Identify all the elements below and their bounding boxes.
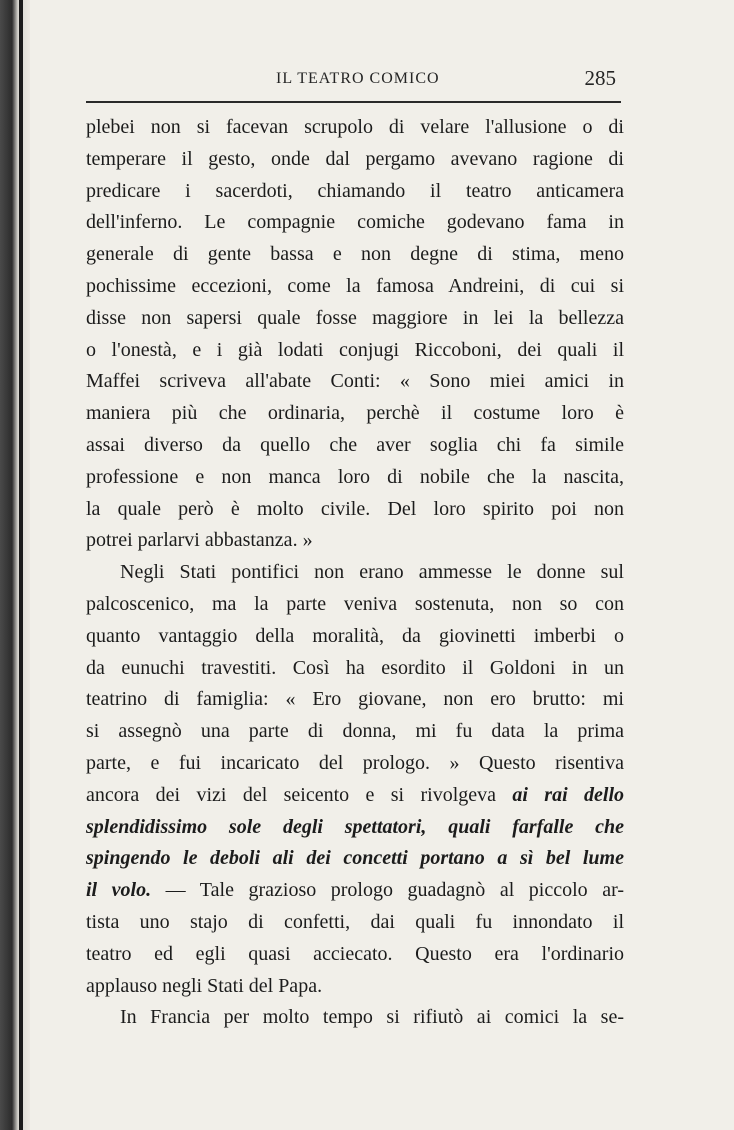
body-text — [86, 112, 624, 1034]
text-line: potrei parlarvi abbastanza. » — [86, 529, 313, 552]
text-line: teatrino di famiglia: « Ero giovane, non ero brutto: mi — [86, 688, 624, 711]
text-line: da eunuchi travestiti. Così ha esordito il Goldoni in un — [86, 656, 624, 679]
paragraph-start-line: Negli Stati pontifici non erano ammesse le donne sul — [120, 561, 624, 584]
spine-edge — [19, 0, 23, 1130]
book-spine-shadow — [0, 0, 30, 1130]
text-line: o l'onestà, e i già lodati conjugi Riccoboni, dei quali il — [86, 338, 624, 361]
running-title: IL TEATRO COMICO — [276, 70, 440, 87]
paragraph-start-line: In Francia per molto tempo si rifiutò ai comici la se- — [120, 1006, 624, 1029]
page-header — [86, 62, 624, 102]
text-line: temperare il gesto, onde dal pergamo avevano ragione di — [86, 147, 624, 170]
text-line: disse non sapersi quale fosse maggiore in lei la bellezza — [86, 306, 624, 329]
text-line: palcoscenico, ma la parte veniva sostenuta, non so con — [86, 592, 624, 615]
text-line: tista uno stajo di confetti, dai quali fu innondato il — [86, 910, 624, 933]
mixed-text-line — [86, 780, 624, 812]
text-line: quanto vantaggio della moralità, da giovinetti imberbi o — [86, 624, 624, 647]
text-line: dell'inferno. Le compagnie comiche godevano fama in — [86, 211, 624, 234]
page-number: 285 — [584, 66, 616, 90]
text-line: plebei non si facevan scrupolo di velare l'allusione o di — [86, 116, 624, 138]
italic-quote-line: splendidissimo sole degli spettatori, quali farfalle che — [86, 815, 624, 838]
italic-quote-line: spingendo le deboli ali dei concetti portano a sì bel lume — [86, 847, 624, 870]
text-line: si assegnò una parte di donna, mi fu data la prima — [86, 720, 624, 743]
text-line: maniera più che ordinaria, perchè il costume loro è — [86, 402, 624, 425]
text-line: parte, e fui incaricato del prologo. » Questo risentiva — [86, 751, 624, 774]
text-line: professione e non manca loro di nobile che la nascita, — [86, 465, 624, 488]
text-run: — Tale grazioso prologo guadagnò al piccolo ar- — [151, 879, 625, 902]
text-line: pochissime eccezioni, come la famosa Andreini, di cui si — [86, 274, 624, 297]
header-rule — [86, 101, 621, 103]
text-line: la quale però è molto civile. Del loro spirito poi non — [86, 497, 624, 520]
text-line: applauso negli Stati del Papa. — [86, 974, 323, 997]
text-line: generale di gente bassa e non degne di stima, meno — [86, 243, 624, 266]
text-line: assai diverso da quello che aver soglia chi fa simile — [86, 433, 624, 456]
mixed-text-line — [86, 875, 624, 907]
text-line: teatro ed egli quasi acciecato. Questo era l'ordinario — [86, 942, 624, 965]
text-line: predicare i sacerdoti, chiamando il teatro anticamera — [86, 179, 624, 202]
text-line: Maffei scriveva all'abate Conti: « Sono miei amici in — [86, 370, 624, 393]
text-run: ancora dei vizi del seicento e si rivolgeva — [86, 783, 513, 806]
italic-quote-run: ai rai dello — [512, 783, 624, 806]
italic-quote-run: il volo. — [86, 879, 152, 902]
